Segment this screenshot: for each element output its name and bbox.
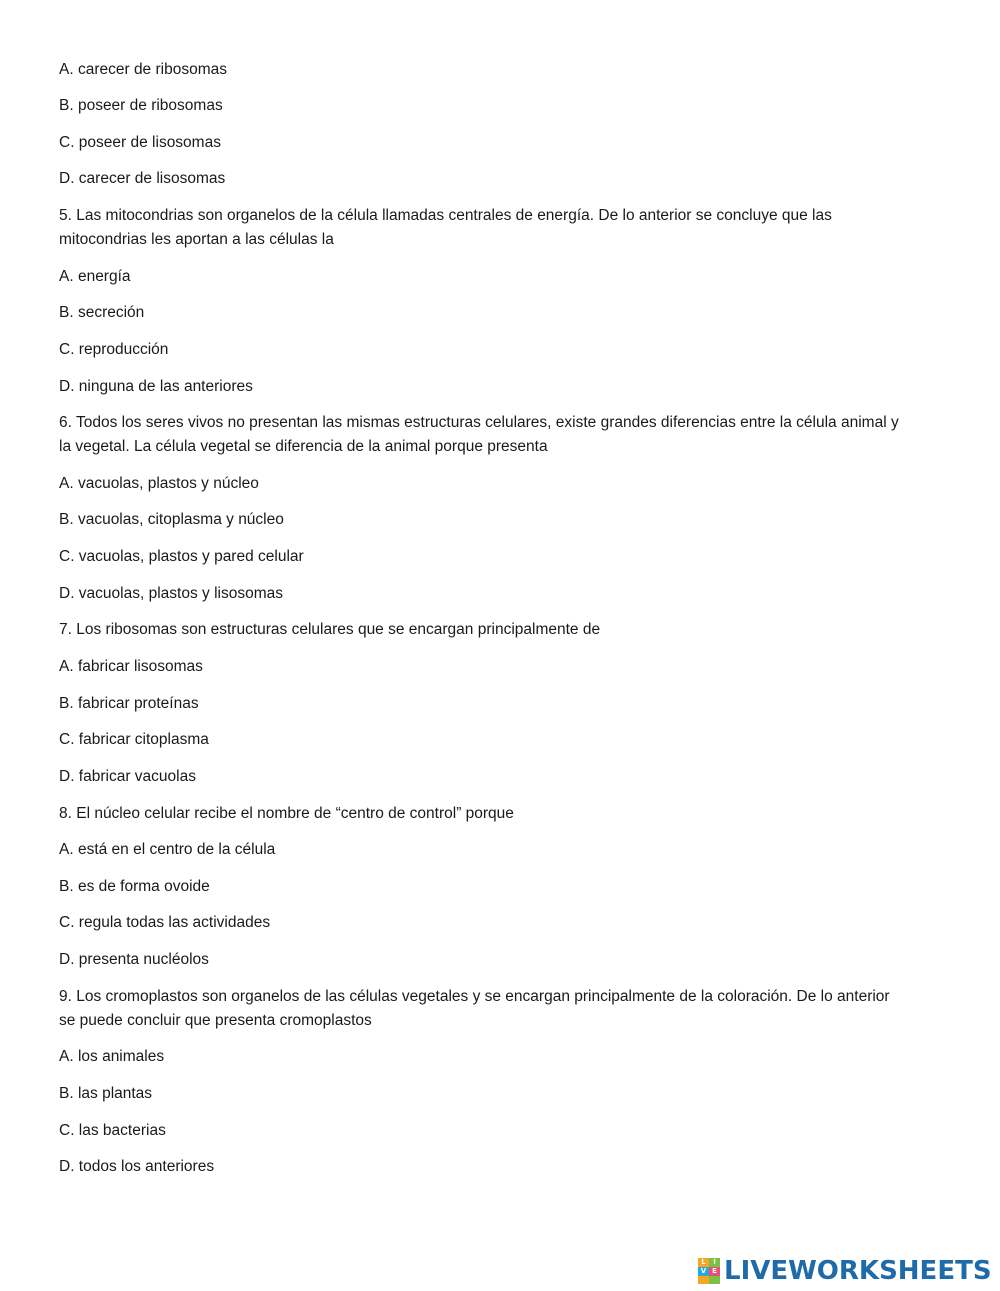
option-line: C. las bacterias [59,1122,166,1139]
option-line: B. secreción [59,304,145,321]
option-line: A. fabricar lisosomas [59,658,203,675]
option-line: A. carecer de ribosomas [59,61,227,78]
question-line: 7. Los ribosomas son estructuras celulares que se encargan principalmente de [59,621,601,638]
option-line: A. energía [59,268,131,285]
option-line: D. ninguna de las anteriores [59,378,253,395]
option-line: D. vacuolas, plastos y lisosomas [59,585,283,602]
question-line: 8. El núcleo celular recibe el nombre de “centro de control” porque [59,805,514,822]
logo-letter: I [709,1258,720,1267]
liveworksheets-logo [698,1256,992,1286]
option-line: B. fabricar proteínas [59,695,199,712]
question-line: la vegetal. La célula vegetal se diferencia de la animal porque presenta [59,438,548,455]
option-line: A. está en el centro de la célula [59,841,276,858]
logo-letter: V [698,1267,709,1276]
logo-letter: L [698,1258,709,1267]
option-line: A. los animales [59,1048,165,1065]
option-line: D. presenta nucléolos [59,951,209,968]
question-line: 5. Las mitocondrias son organelos de la célula llamadas centrales de energía. De lo anterior se concluye que las [59,207,832,224]
option-line: D. todos los anteriores [59,1158,215,1175]
option-line: C. fabricar citoplasma [59,731,209,748]
option-line: D. carecer de lisosomas [59,170,226,187]
option-line: C. reproducción [59,341,169,358]
option-line: C. vacuolas, plastos y pared celular [59,548,304,565]
option-line: B. las plantas [59,1085,153,1102]
question-line: 9. Los cromoplastos son organelos de las células vegetales y se encargan principalmente de la coloración. De lo anterior [59,988,890,1005]
option-line: C. poseer de lisosomas [59,134,221,151]
question-line: se puede concluir que presenta cromoplastos [59,1012,372,1029]
option-line: B. poseer de ribosomas [59,97,223,114]
logo-mark-icon [698,1258,720,1284]
option-line: B. es de forma ovoide [59,878,210,895]
question-line: mitocondrias les aportan a las células la [59,231,334,248]
logo-letter: E [709,1267,720,1276]
brand-name: LIVEWORKSHEETS [724,1256,992,1286]
option-line: D. fabricar vacuolas [59,768,196,785]
question-line: 6. Todos los seres vivos no presentan las mismas estructuras celulares, existe grandes diferencias entre la célula animal y [59,414,899,431]
option-line: A. vacuolas, plastos y núcleo [59,475,259,492]
option-line: B. vacuolas, citoplasma y núcleo [59,511,284,528]
option-line: C. regula todas las actividades [59,914,271,931]
